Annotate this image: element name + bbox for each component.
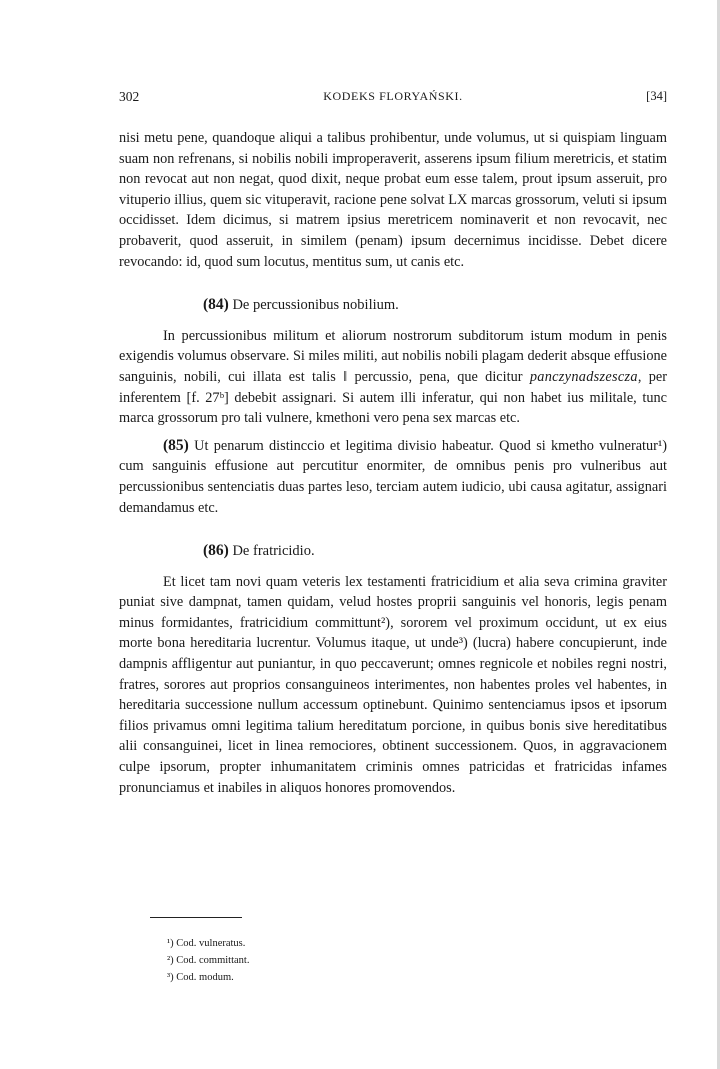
paragraph-continuation: nisi metu pene, quandoque aliqui a talibus prohibentur, unde volumus, ut si quispiam linguam suam non refrenans, si nobilis nobili improperaverit, asserens ipsum filium meretricis, et statim non revocat aut non negat, quod dixit, neque probat eum esse talem, prout ipsum asseruit, pro vituperio illius, quem sic vituperavit, racione pene solvat LX marcas grossorum, veluti si ipsum occidisset. Idem dicimus, si matrem ipsius meretricem nominaverit et non revocavit, nec probaverit, quod asseruit, in similem (penam) ipsum decernimus incidisse. Debet dicere revocando: id, quod sum locutus, mentitus sum, ut canis etc.	[119, 130, 667, 270]
footnote-3: ³) Cod. modum.	[167, 972, 234, 983]
section-84-title: De percussionibus nobilium.	[232, 297, 399, 314]
page-number: 302	[119, 89, 140, 104]
section-84-number: (84)	[203, 296, 229, 314]
footnote-ref-3: ³)	[458, 635, 468, 652]
footnote-divider	[150, 917, 242, 918]
section-84-heading	[119, 295, 667, 316]
section-84-paragraph: In percussionibus militum et aliorum nostrorum subditorum istum modum in penis exigendis volumus observare. Si miles militi, aut nobilis nobili plagam dederit absque effusione sanguinis, nobili, cui illata est talis ‖ percussio, pena, que dicitur panczynadszescza, per inferentem [f. 27ᵇ] debebit assignari. Si autem illi inferatur, qui non habet ius militale, tunc marca grossorum pro tali vulnere, kmethoni vero pena sex marcas etc.	[119, 327, 667, 427]
section-85-paragraph: (85) Ut penarum distinccio et legitima divisio habeatur. Quod si kmetho vulneratur¹) cum sanguinis effusione aut percutitur enormiter, de omnibus penis pro vulneribus aut percussionibus sentenciatis duas partes leso, terciam autem iudicio, ubi causa agitatur, assignari demandamus etc.	[119, 436, 667, 516]
section-85-number: (85)	[163, 436, 189, 454]
footnote-ref-2: ²)	[381, 614, 391, 631]
section-86-heading	[119, 541, 667, 562]
section-reference: [34]	[646, 89, 667, 103]
footnote-ref-1: ¹)	[657, 437, 667, 454]
footnote-2: ²) Cod. committant.	[167, 955, 250, 966]
term-panczynadszescza: panczynadszescza	[529, 368, 638, 385]
section-86-title: De fratricidio.	[232, 543, 315, 560]
section-86-paragraph: Et licet tam novi quam veteris lex testamenti fratricidium et alia seva crimina graviter puniat sive dampnat, tamen quidam, velud hostes proprii sanguinis vel honoris, legis penam minus formidantes, fratricidium committunt²), sororem vel proximum occidunt, ut ex eius morte bona hereditaria lucrentur. Volumus itaque, ut unde³) (lucra) habere concupierunt, inde dampnis affligentur aut puniantur, in quo peccaverunt; omnes regnicole et nobiles regni nostri, fratres, sorores aut proprios consanguineos interimentes, non habentes proles vel habentes, in hereditaria successione nullum accessum optinebunt. Quinimo sentenciamus ipsos et ipsorum filios privamus omni legitima talium hereditatum porcione, in quibus bonis sive hereditatibus alii consanguinei, licet in linea remociores, obtinent successionem. Quos, in aggravacionem culpe ipsorum, propter inhumanitatem criminis omnes patricidas et fratricidas infames pronunciamus et inabiles in aliquos honores promovendos.	[119, 573, 667, 796]
page-header	[119, 89, 667, 109]
section-86-number: (86)	[203, 542, 229, 560]
page-body	[119, 128, 667, 798]
footnotes	[167, 935, 249, 986]
running-title: KODEKS FLORYAŃSKI.	[323, 89, 463, 103]
footnote-1: ¹) Cod. vulneratus.	[167, 938, 246, 949]
